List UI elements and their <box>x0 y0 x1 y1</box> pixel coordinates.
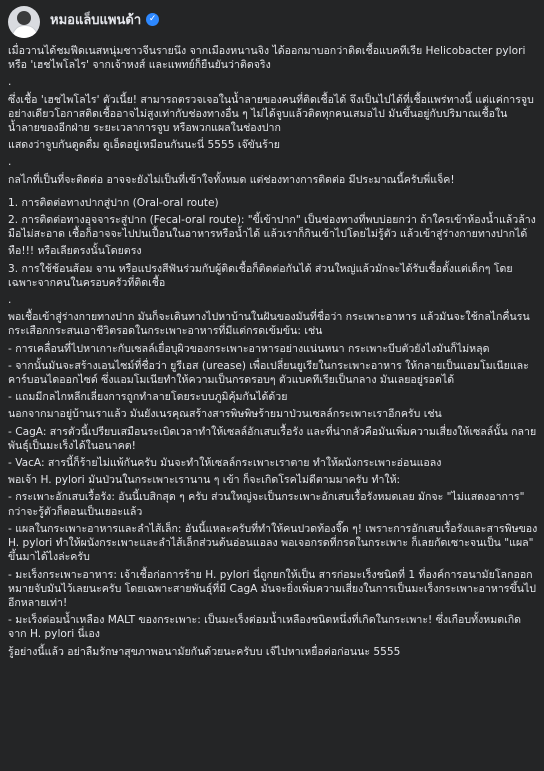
post-paragraph: กลไกที่เป็นที่จะติดต่อ อาจจะยังไม่เป็นที่เข้าใจทั้งหมด แต่ช่องทางการติดต่อ มีประมาณนี้ครับพี่แจ็ค! <box>8 173 455 186</box>
avatar-head-shape <box>17 11 31 25</box>
post-paragraph: - การเคลื่อนที่ไปหาเกาะกับเซลล์เยื่อบุผิวของกระเพาะอาหารอย่างแน่นหนา กระเพาะบีบตัวยังไงมันก็ไม่หลุด <box>8 342 490 355</box>
post-paragraph: - มะเร็งกระเพาะอาหาร: เจ้าเชื้อก่อการร้าย H. pylori นี่ถูกยกให้เป็น สารก่อมะเร็งชนิดที่ 1 ที่องค์การอนามัยโลกออกหมายจับมันไว้เลยนะครับ โดยเฉพาะสายพันธุ์ที่มี CagA มันจะยิ่งเพิ่มความเสี่ยงในการเป็นมะเร็งกระเพาะอาหารขึ้นไปอีกหลายเท่า! <box>8 568 537 609</box>
post-paragraph: - CagA: สารตัวนี้เปรียบเสมือนระเบิดเวลาทำให้เซลล์อักเสบเรื้อรัง และที่น่ากลัวคือมันเพิ่มความเสี่ยงให้เซลล์นั้น กลายพันธุ์เป็นมะเร็งได้ในอนาคต! <box>8 425 537 452</box>
post-paragraph: พอเชื้อเข้าสู่ร่างกายทางปาก มันก็จะเดินทางไปหาบ้านในฝันของมันที่ชื่อว่า กระเพาะอาหาร แล้วมันจะใช้กลไกคื่นรน กระเสือกกระสนเอาชีวิตรอดในกระเพาะอาหารที่มีแต่กรดเข้มข้น: เช่น <box>8 311 530 338</box>
post-paragraph: พอเจ้า H. pylori มันป่วนในกระเพาะเรานาน ๆ เข้า ก็จะเกิดโรคไม่ดีตามมาครับ ทำให้: <box>8 474 401 487</box>
post-paragraph: เมื่อวานได้ชมฟีดเนสหนุ่มชาวจีนรายนึง จากเมืองหนานจิง ได้ออกมาบอกว่าติดเชื้อแบคทีเรีย Helicobacter pylori หรือ 'เฮชไพโลไร' จากเจ้าหงส์ และแพทย์ก็ยืนยันว่าติดจริง <box>8 45 526 72</box>
post-paragraph: แสดงว่าจูบกันดูดดื่ม ดูเอ็ดอยู่เหมือนกันนะนี่ 5555 เจ๊ขันร้าย <box>8 139 281 152</box>
post-paragraph: - จากนั้นมันจะสร้างเอนไซม์ที่ชื่อว่า ยูรีเอส (urease) เพื่อเปลี่ยนยูเรียในกระเพาะอาหาร ให้กลายเป็นแอมโมเนียและคาร์บอนไดออกไซด์ ซึ่งแอมโมเนียทำให้ความเป็นกรดรอบๆ ตัวแบคทีเรียเป็นกลาง มันเลยอยู่รอดได้ <box>8 359 529 387</box>
post-paragraph: 1. การติดต่อทางปากสู่ปาก (Oral-oral route) <box>8 196 219 209</box>
post-paragraph: ซึ่งเชื้อ 'เฮชไพโลไร' ตัวเนี้ย! สามารถตรวจเจอในน้ำลายของคนที่ติดเชื้อได้ จึงเป็นไปได้ที่เชื้อแพร่ทางนี้ แต่แค่การจูบอย่างเดียวโอกาสติดเชื้ออาจไม่สูงเท่ากับช่องทางอื่น ๆ ไม่ได้จูบแล้วติดทุกคนเสมอไป มันขึ้นอยู่กับปริมาณเชื้อในน้ำลายของอีกฝ่าย ระยะเวลาการจูบ หรือพวกแผลในช่องปาก <box>8 93 534 135</box>
post-header <box>0 0 544 46</box>
post-paragraph: - แถมมีกลไกหลีกเลี่ยงการถูกทำลายโดยระบบภูมิคุ้มกันได้ด้วย <box>8 391 288 404</box>
post-paragraph: หือ!!! หรือเลียตรงนั้นโดยตรง <box>8 245 142 258</box>
post-paragraph: 3. การใช้ช้อนส้อม จาน หรือแปรงสีฟันร่วมกับผู้ติดเชื้อก็ติดต่อกันได้ ส่วนใหญ่แล้วมักจะได้รับเชื้อตั้งแต่เด็กๆ โดยเฉพาะจากคนในครอบครัวที่ติดเชื้อ <box>8 262 513 289</box>
post-paragraph: 2. การติดต่อทางอุจจาระสู่ปาก (Fecal-oral route): "ขี้เข้าปาก" เป็นช่องทางที่พบบ่อยกว่า ถ้าใครเข้าห้องน้ำแล้วล้างมือไม่สะอาด เชื้อก็อาจจะไปปนเปื้อนในอาหารหรือน้ำได้ แล้วเราก็กินเข้าไปโดยไม่รู้ตัว แล้วเข้าสู่ร่างกายทางปากได้ <box>8 214 536 241</box>
post-paragraph: . <box>8 294 12 307</box>
post-paragraph: . <box>8 156 12 169</box>
post-paragraph: รู้อย่างนี้แล้ว อย่าลืมรักษาสุขภาพอนามัยกันด้วยนะครับบ เจ๊ไปหาเหยื่อต่อก่อนนะ 5555 <box>8 645 401 658</box>
page-avatar[interactable] <box>8 6 40 38</box>
post-paragraph: . <box>8 76 12 89</box>
post-paragraph: - มะเร็งต่อมน้ำเหลือง MALT ของกระเพาะ: เป็นมะเร็งต่อมน้ำเหลืองชนิดหนึ่งที่เกิดในกระเพาะ! ซึ่งเกือบทั้งหมดเกิดจาก H. pylori นี่เอง <box>8 614 522 641</box>
page-name-link[interactable]: หมอแล็บแพนด้า <box>50 13 142 28</box>
post-paragraph: - VacA: สารนี้ก็ร้ายไม่แพ้กันครับ มันจะทำให้เซลล์กระเพาะเราตาย ทำให้ผนังกระเพาะอ่อนแอลง <box>8 457 442 470</box>
post-paragraph: นอกจากมาอยู่บ้านเราแล้ว มันยังเนรคุณสร้างสารพิษพิษร้ายมาป่วนเซลล์กระเพาะเราอีกครับ เช่น <box>8 408 442 421</box>
page-name-line <box>50 9 159 30</box>
post-paragraph: - กระเพาะอักเสบเรื้อรัง: อันนี้เบสิกสุด ๆ ครับ ส่วนใหญ่จะเป็นกระเพาะอักเสบเรื้อรังหมดเลย มักจะ "ไม่แสดงอาการ" กว่าจะรู้ตัวก็ตอนเป็นเยอะแล้ว <box>8 491 525 518</box>
post-body <box>8 44 538 662</box>
verified-badge-icon: ✓ <box>146 13 159 26</box>
post-paragraph: - แผลในกระเพาะอาหารและลำไส้เล็ก: อันนี้แหละครับที่ทำให้คนปวดท้องจี๊ด ๆ! เพราะการอักเสบเรื้อรังและสารพิษของ H. pylori ทำให้ผนังกระเพาะและลำไส้เล็กส่วนต้นอ่อนแอลง พอเจอกรดที่กรดในกระเพาะ ก็เลยกัดเซาะจนเป็น "แผล" ขึ้นมาได้ไงล่ะครับ <box>8 522 538 564</box>
avatar-coat-shape <box>12 25 38 38</box>
